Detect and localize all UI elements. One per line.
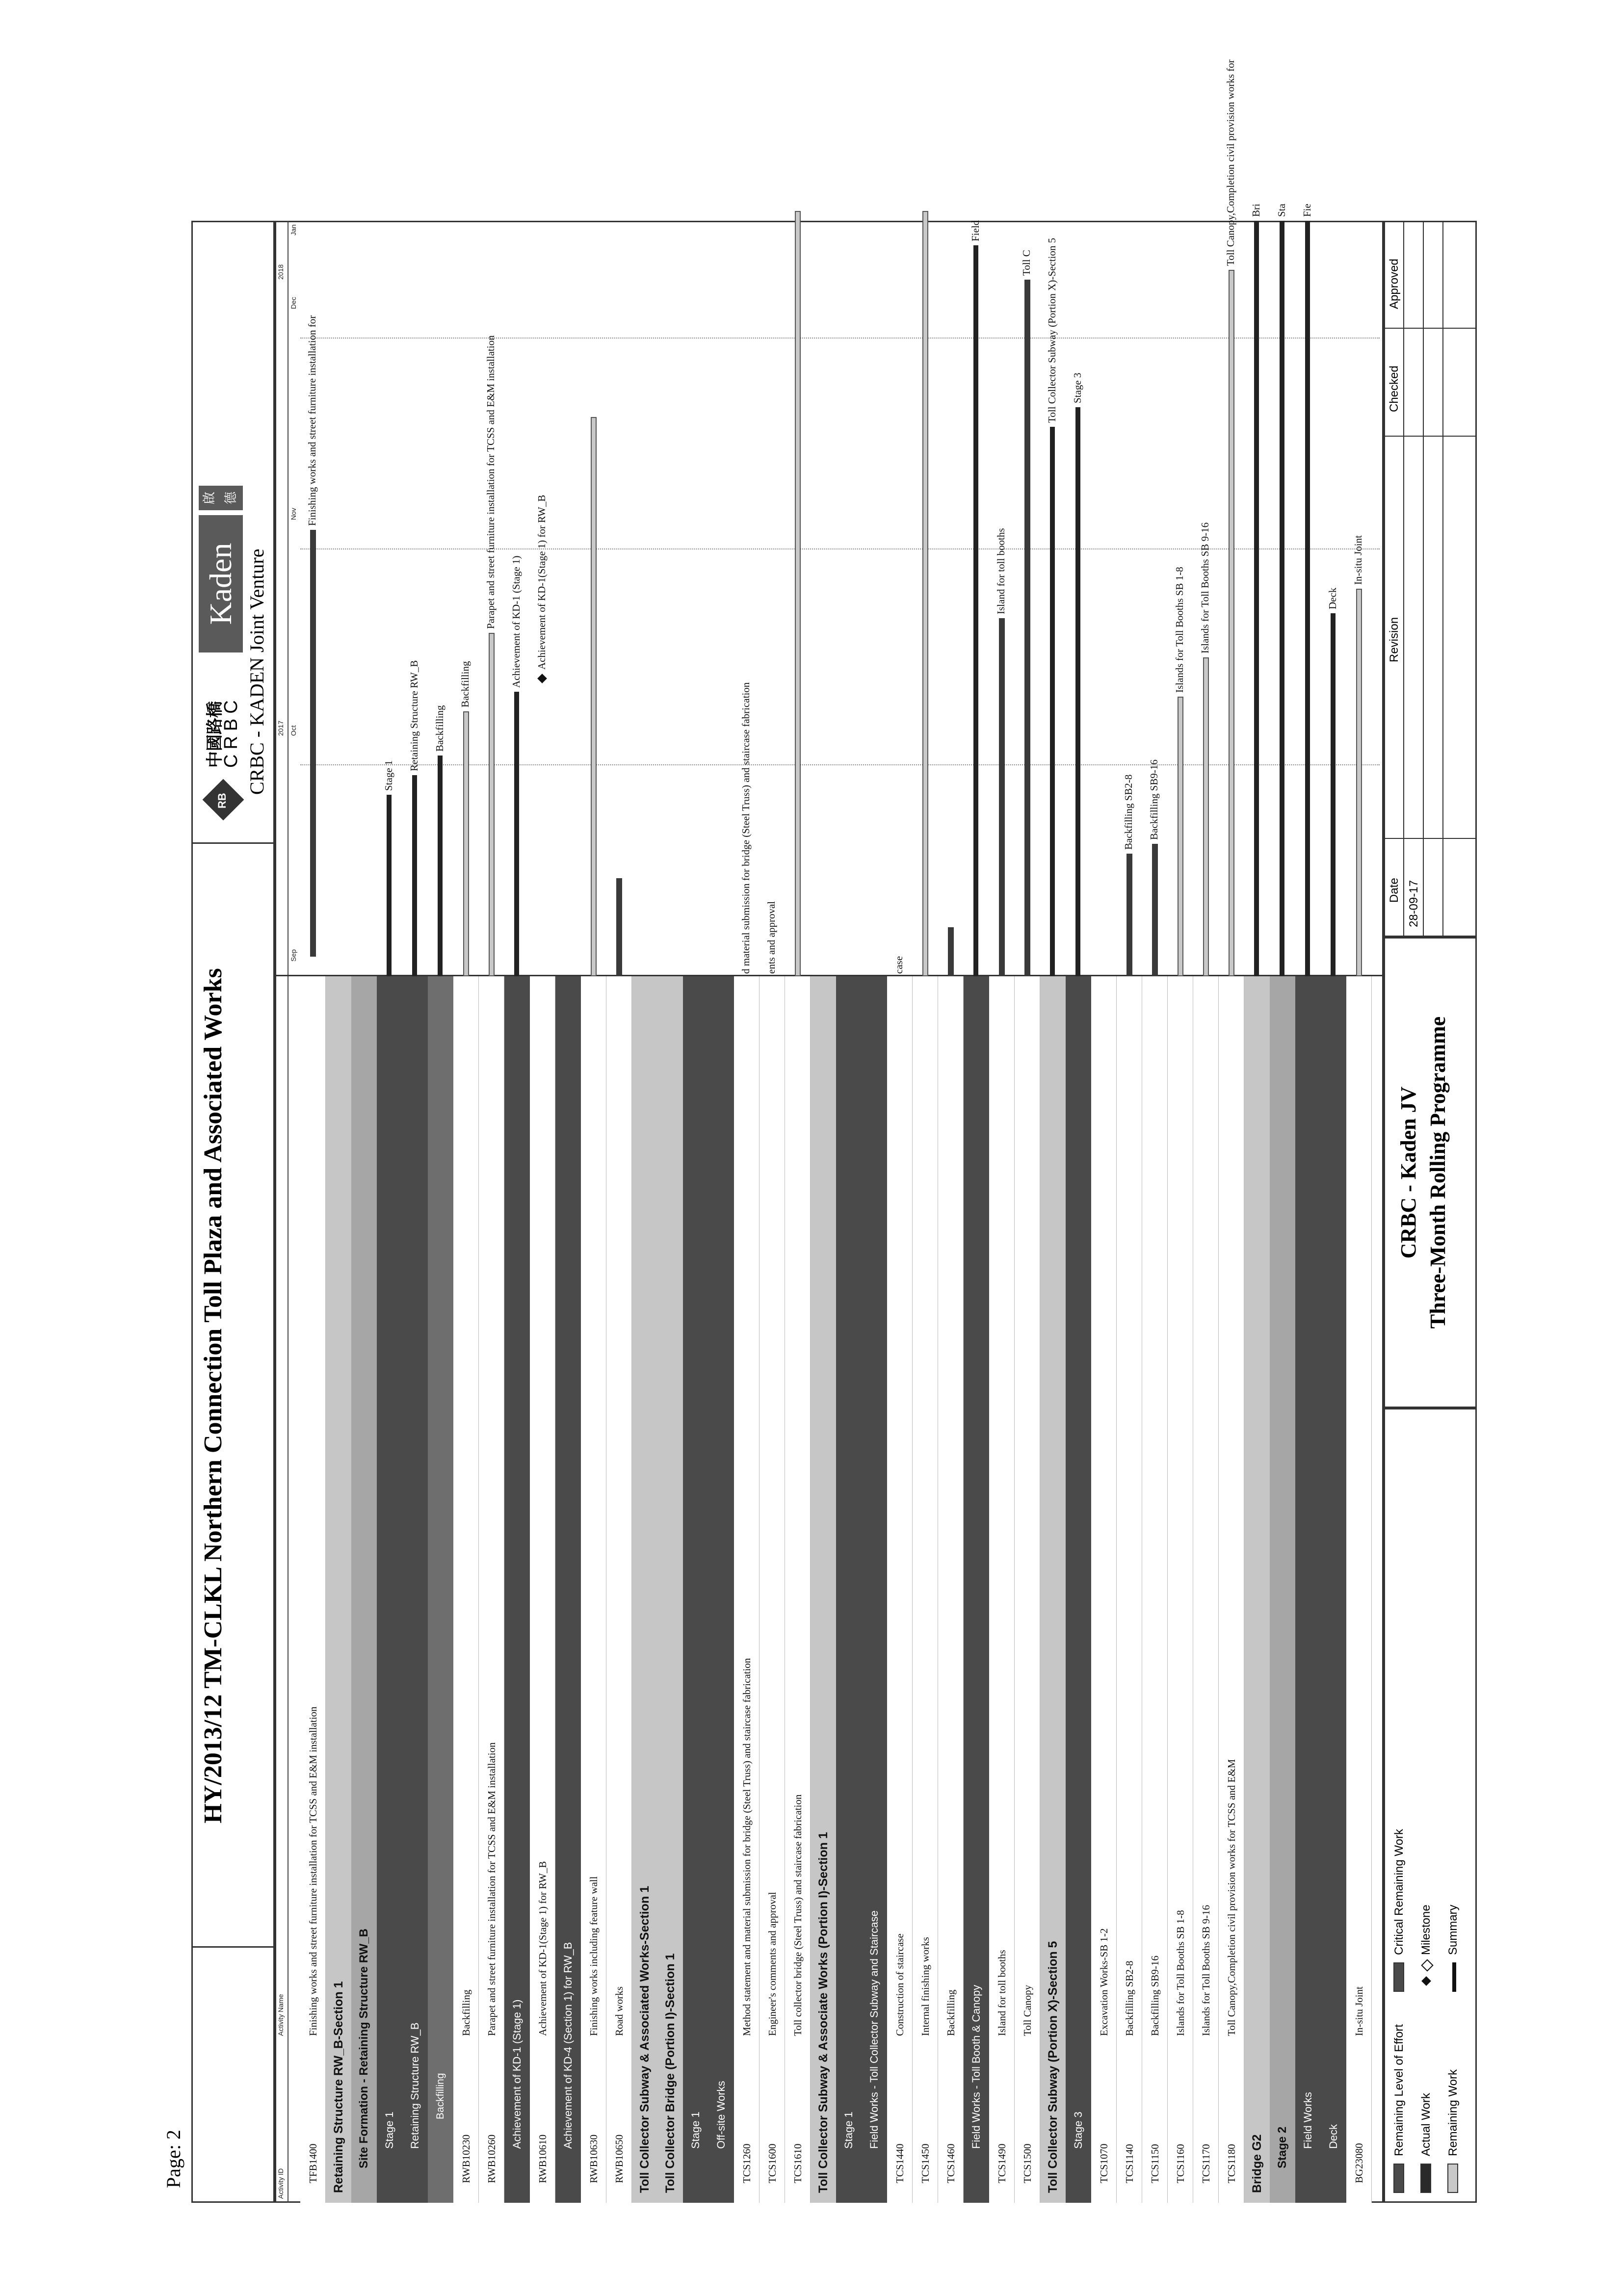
gantt-label: d material submission for bridge (Steel Truss) and staircase fabrication — [740, 682, 752, 974]
gantt-label: Backfilling SB2-8 — [1123, 774, 1134, 850]
wbs-name: Stage 2 — [1276, 2126, 1289, 2168]
gantt-bar[interactable] — [1203, 657, 1209, 976]
wbs-header-row[interactable] — [1040, 976, 1066, 2203]
activity-row[interactable] — [938, 976, 964, 2203]
gantt-bar[interactable] — [387, 795, 392, 976]
activity-row[interactable] — [887, 976, 913, 2203]
activity-name: Backfilling SB9-16 — [1149, 1956, 1161, 2036]
gantt-label: Island for toll booths — [995, 528, 1007, 614]
gantt-bar[interactable] — [616, 878, 622, 976]
activity-name: Finishing works and street furniture installation for TCSS and E&M installation — [307, 1706, 319, 2036]
year-2017: 2017 — [277, 720, 285, 736]
gantt-label: Backfilling — [434, 705, 445, 752]
gantt-bar[interactable] — [1254, 221, 1259, 976]
project-title: HY/2013/12 TM-CLKL Northern Connection Toll Plaza and Associated Works — [199, 968, 227, 1824]
activity-row[interactable] — [453, 976, 479, 2203]
gantt-label: case — [893, 956, 905, 974]
activity-row[interactable] — [785, 976, 811, 2203]
activity-id: TCS1460 — [945, 2143, 957, 2183]
gantt-bar[interactable] — [795, 211, 801, 976]
wbs-name: Achievement of KD-1 (Stage 1) — [511, 1999, 523, 2149]
activity-name: Islands for Toll Booths SB 1-8 — [1175, 1910, 1186, 2036]
gantt-bar[interactable] — [973, 245, 978, 976]
wbs-header-row[interactable] — [862, 976, 887, 2203]
activity-id: TCS1500 — [1022, 2143, 1033, 2183]
gantt-bar[interactable] — [1024, 280, 1030, 976]
activity-id: RWB10650 — [613, 2134, 625, 2183]
wbs-name: Off-site Works — [715, 2081, 727, 2149]
wbs-name: Stage 1 — [383, 2112, 395, 2149]
wbs-header-row[interactable] — [964, 976, 989, 2203]
chinese-company-name: 中國路橋 — [206, 701, 224, 768]
checked-header: Checked — [1388, 365, 1401, 412]
gantt-bar[interactable] — [1075, 407, 1080, 976]
crbc-wordmark: CRBC — [221, 695, 241, 768]
wbs-header-row[interactable] — [428, 976, 453, 2203]
wbs-header-row[interactable] — [402, 976, 428, 2203]
wbs-header-row[interactable] — [351, 976, 377, 2203]
activity-name: Engineer's comments and approval — [766, 1892, 778, 2036]
activity-id: TCS1140 — [1124, 2144, 1135, 2183]
activity-name: Islands for Toll Booths SB 9-16 — [1200, 1905, 1212, 2036]
wbs-name: Stage 1 — [689, 2112, 702, 2149]
month-jan: Jan — [289, 224, 297, 235]
gantt-label: Sta — [1276, 204, 1287, 217]
gantt-bar[interactable] — [1050, 427, 1055, 976]
revision-col-rule-3 — [1384, 328, 1477, 329]
wbs-name: Bridge G2 — [1250, 2134, 1264, 2193]
activity-name: Toll collector bridge (Steel Truss) and staircase fabrication — [792, 1794, 804, 2036]
gantt-label: Parapet and street furniture installation for TCSS and E&M installation — [485, 335, 497, 629]
wbs-name: Retaining Structure RW_B — [409, 2022, 421, 2149]
gantt-bar[interactable] — [591, 417, 597, 976]
wbs-header-row[interactable] — [555, 976, 581, 2203]
activity-name: Construction of staircase — [894, 1933, 906, 2036]
activity-name: Toll Canopy,Completion civil provision works for TCSS and E&M — [1226, 1759, 1237, 2036]
revision-col-rule-2 — [1384, 436, 1477, 437]
gantt-bar[interactable] — [310, 530, 316, 957]
activity-id: RWB10610 — [537, 2134, 549, 2183]
gantt-bar[interactable] — [1280, 221, 1284, 976]
legend-actual-work-swatch — [1420, 2164, 1431, 2193]
gantt-bar[interactable] — [1356, 589, 1362, 976]
gantt-label: Toll Collector Subway (Portion X)-Section 5 — [1046, 237, 1058, 423]
company-logo — [199, 250, 267, 814]
activity-row[interactable] — [1193, 976, 1219, 2203]
activity-name: Island for toll booths — [996, 1950, 1008, 2036]
wbs-name: Toll Collector Subway & Associated Works-Section 1 — [638, 1885, 652, 2193]
gantt-label: Achievement of KD-1(Stage 1) for RW_B — [536, 495, 548, 670]
wbs-header-row[interactable] — [377, 976, 402, 2203]
wbs-header-row[interactable] — [1321, 976, 1346, 2203]
legend-critical-remaining: Critical Remaining Work — [1392, 1829, 1406, 1955]
gantt-label: Fie — [1301, 204, 1313, 217]
legend-remaining-level-swatch — [1393, 2164, 1404, 2193]
activity-row[interactable] — [606, 976, 632, 2203]
date-value: 28-09-17 — [1407, 880, 1420, 927]
gantt-label: Backfilling — [459, 661, 471, 707]
gantt-bar[interactable] — [514, 692, 519, 976]
milestone-marker[interactable] — [537, 674, 547, 683]
activity-name: Excavation Works-SB 1-2 — [1098, 1928, 1110, 2036]
wbs-name: Site Formation - Retaining Structure RW_B — [357, 1929, 370, 2168]
approved-header: Approved — [1388, 259, 1401, 309]
month-nov: Nov — [289, 508, 297, 520]
activity-id-header: Activity ID — [277, 2168, 285, 2199]
legend-actual-work: Actual Work — [1419, 2093, 1433, 2156]
gantt-bar[interactable] — [999, 618, 1005, 976]
activity-name: In-situ Joint — [1353, 1986, 1365, 2036]
activity-name: Backfilling SB2-8 — [1124, 1960, 1135, 2036]
activity-id: BG23080 — [1353, 2143, 1365, 2183]
footer-jv: CRBC - Kaden JV — [1396, 1086, 1420, 1259]
activity-id: TCS1490 — [996, 2143, 1008, 2183]
gantt-label: Deck — [1327, 587, 1338, 609]
wbs-name: Toll Collector Bridge (Portion I)-Section 1 — [663, 1953, 677, 2193]
wbs-header-row[interactable] — [1270, 976, 1295, 2203]
year-2018: 2018 — [277, 264, 285, 280]
activity-row[interactable] — [1117, 976, 1142, 2203]
activity-id: RWB10260 — [486, 2134, 498, 2183]
activity-name: Achievement of KD-1(Stage 1) for RW_B — [537, 1861, 549, 2036]
wbs-name: Achievement of KD-4 (Section 1) for RW_B — [562, 1942, 574, 2149]
wbs-name: Field Works - Toll Collector Subway and Staircase — [868, 1910, 880, 2149]
wbs-header-row[interactable] — [1066, 976, 1091, 2203]
activity-id: TCS1180 — [1226, 2144, 1237, 2183]
activity-name: Toll Canopy — [1022, 1984, 1033, 2036]
activity-name: Finishing works including feature wall — [588, 1876, 600, 2036]
legend-remaining-level: Remaining Level of Effort — [1392, 2024, 1406, 2156]
activity-row[interactable] — [1142, 976, 1168, 2203]
wbs-header-row[interactable] — [657, 976, 683, 2203]
activity-id: TCS1070 — [1098, 2143, 1110, 2183]
gantt-bar[interactable] — [438, 756, 443, 976]
legend-summary: Summary — [1446, 1905, 1460, 1955]
activity-row[interactable] — [1015, 976, 1040, 2203]
activity-row[interactable] — [530, 976, 555, 2203]
activity-row[interactable] — [760, 976, 785, 2203]
wbs-name: Deck — [1327, 2124, 1339, 2149]
activity-row[interactable] — [479, 976, 504, 2203]
activity-id: TCS1440 — [894, 2143, 906, 2183]
gantt-label: Finishing works and street furniture installation for — [306, 315, 318, 526]
gantt-label: Field — [969, 220, 981, 241]
activity-name: Backfilling — [460, 1989, 472, 2036]
gantt-label: Retaining Structure RW_B — [408, 660, 420, 771]
activity-name: Backfilling — [945, 1989, 957, 2036]
wbs-name: Stage 1 — [842, 2112, 855, 2149]
activity-row[interactable] — [989, 976, 1015, 2203]
activity-name-header: Activity Name — [277, 1994, 285, 2036]
activity-id: TCS1600 — [766, 2143, 778, 2183]
gantt-label: Toll Canopy,Completion civil provision works for — [1225, 59, 1236, 266]
wbs-name: Toll Collector Subway & Associate Works (Portion I)-Section 1 — [816, 1832, 830, 2193]
activity-row[interactable] — [1091, 976, 1117, 2203]
wbs-header-row[interactable] — [708, 976, 734, 2203]
kaden-chinese: 啟德 — [199, 486, 243, 510]
summary-icon — [1452, 1962, 1456, 1992]
activity-row[interactable] — [1168, 976, 1193, 2203]
gantt-label: Islands for Toll Booths SB 1-8 — [1174, 567, 1185, 693]
gantt-label: Stage 1 — [383, 760, 394, 791]
gantt-bar[interactable] — [1229, 270, 1234, 976]
gantt-label: Backfilling SB9-16 — [1148, 759, 1160, 840]
activity-id: TCS1170 — [1200, 2144, 1212, 2183]
activity-row[interactable] — [581, 976, 606, 2203]
legend-remaining-work-swatch — [1447, 2164, 1458, 2193]
activity-row[interactable] — [1219, 976, 1244, 2203]
revision-col-rule — [1384, 838, 1477, 839]
gantt-chart — [300, 59, 1380, 976]
activity-row[interactable] — [734, 976, 760, 2203]
wbs-header-row[interactable] — [811, 976, 836, 2203]
gantt-label: Stage 3 — [1072, 372, 1083, 403]
activity-row[interactable] — [1346, 976, 1372, 2203]
kaden-wordmark: Kaden — [199, 515, 243, 652]
gantt-bar[interactable] — [1305, 221, 1310, 976]
wbs-header-row[interactable] — [836, 976, 862, 2203]
gantt-label: In-situ Joint — [1352, 535, 1364, 585]
activity-id: TCS1260 — [741, 2143, 753, 2183]
footer-programme: Three-Month Rolling Programme — [1426, 1016, 1450, 1329]
activity-name: Method statement and material submission for bridge (Steel Truss) and staircase fabrication — [741, 1658, 753, 2036]
legend-milestone: Milestone — [1419, 1905, 1433, 1955]
activity-id: TCS1450 — [919, 2143, 931, 2183]
page-label: Page: 2 — [162, 2130, 184, 2188]
revision-header: Revision — [1388, 617, 1401, 662]
gantt-bar[interactable] — [1331, 613, 1336, 976]
rolling-programme-sheet — [88, 59, 1482, 2203]
month-oct: Oct — [289, 725, 297, 736]
gantt-bar[interactable] — [489, 633, 495, 976]
gantt-label: Achievement of KD-1 (Stage 1) — [510, 555, 522, 688]
wbs-name: Toll Collector Subway (Portion X)-Section 5 — [1046, 1941, 1060, 2193]
activity-row[interactable] — [300, 976, 326, 2203]
gantt-bar[interactable] — [1126, 854, 1132, 976]
gantt-bar[interactable] — [412, 775, 417, 976]
wbs-name: Backfilling — [435, 2073, 446, 2119]
jv-name: CRBC - KADEN Joint Venture — [246, 548, 268, 795]
activity-id: RWB10630 — [588, 2134, 600, 2183]
rb-badge: RB — [216, 793, 228, 809]
wbs-name: Field Works — [1302, 2092, 1314, 2149]
gantt-bar[interactable] — [922, 211, 928, 976]
gantt-label: Toll C — [1021, 250, 1032, 276]
legend-remaining-work: Remaining Work — [1446, 2069, 1460, 2156]
wbs-header-row[interactable] — [326, 976, 351, 2203]
legend-critical-swatch — [1393, 1962, 1404, 1992]
activity-name: Internal finishing works — [919, 1937, 931, 2036]
activity-name: Road works — [613, 1986, 625, 2036]
date-header: Date — [1388, 878, 1401, 903]
wbs-header-row[interactable] — [632, 976, 657, 2203]
activity-name: Parapet and street furniture installation for TCSS and E&M installation — [486, 1742, 498, 2036]
gantt-bar[interactable] — [1152, 844, 1158, 976]
month-dec: Dec — [289, 297, 297, 309]
gantt-label: Islands for Toll Booths SB 9-16 — [1199, 522, 1211, 653]
wbs-header-row[interactable] — [1244, 976, 1270, 2203]
activity-id: TCS1150 — [1149, 2144, 1161, 2183]
gantt-bar[interactable] — [463, 711, 469, 976]
month-sep: Sep — [289, 949, 297, 962]
activity-row[interactable] — [913, 976, 938, 2203]
gantt-label: ents and approval — [765, 901, 777, 974]
wbs-name: Retaining Structure RW_B-Section 1 — [332, 1981, 345, 2193]
wbs-header-row[interactable] — [1295, 976, 1321, 2203]
activity-id: TCS1160 — [1175, 2144, 1186, 2183]
activity-id: TFB1400 — [307, 2143, 319, 2183]
gantt-bar[interactable] — [1178, 697, 1183, 976]
activity-id: TCS1610 — [792, 2143, 804, 2183]
wbs-name: Field Works - Toll Booth & Canopy — [970, 1984, 982, 2149]
wbs-header-row[interactable] — [683, 976, 708, 2203]
activity-id: RWB10230 — [460, 2134, 472, 2183]
gantt-bar[interactable] — [948, 927, 954, 976]
wbs-name: Stage 3 — [1072, 2112, 1084, 2149]
wbs-header-row[interactable] — [504, 976, 530, 2203]
gantt-label: Bri — [1250, 204, 1262, 217]
